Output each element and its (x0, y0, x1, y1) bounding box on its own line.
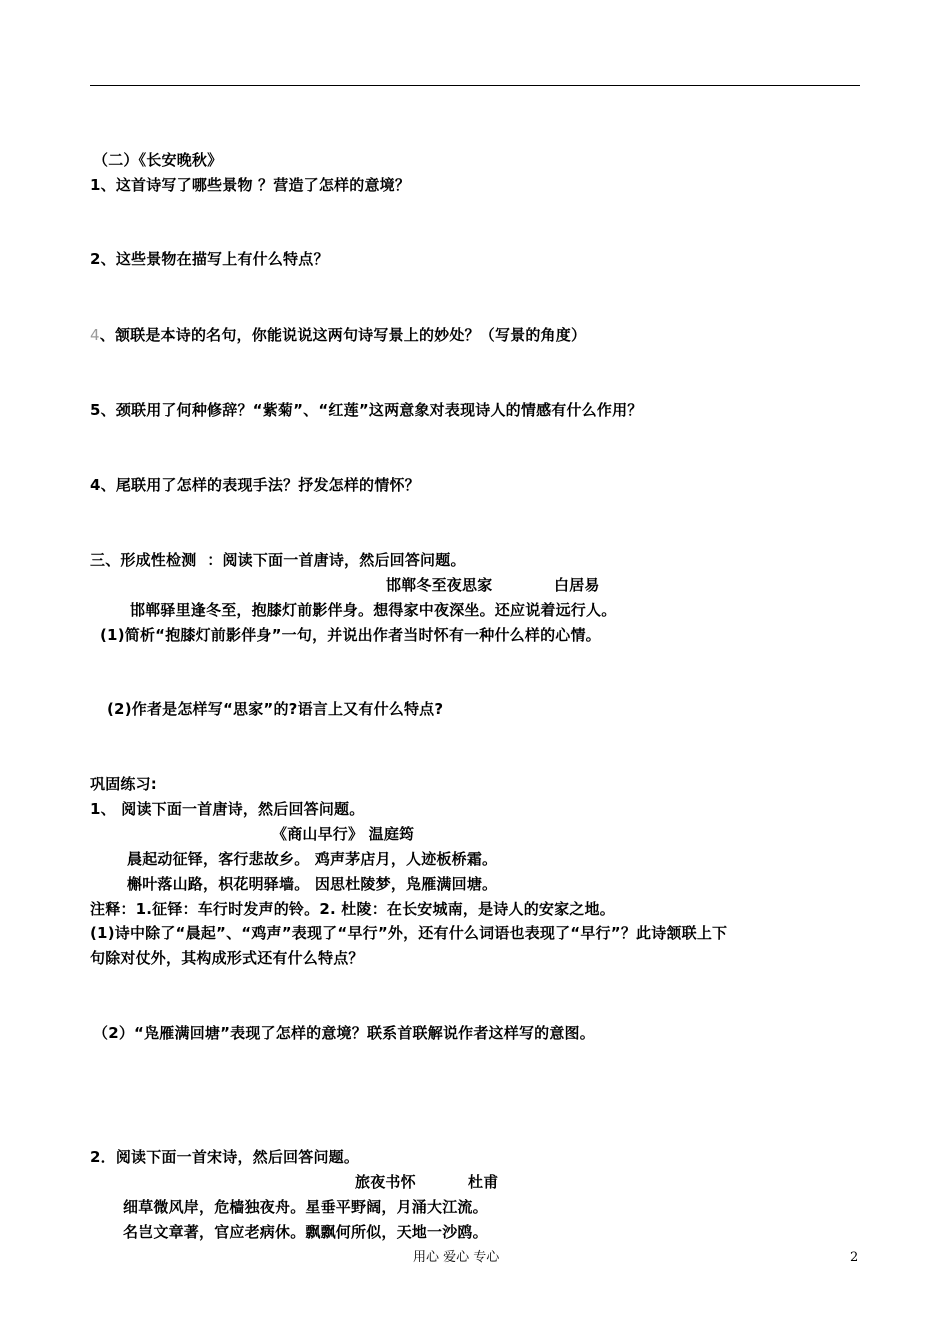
header-rule (90, 85, 860, 86)
annotation-note: 注释：1.征铎：车行时发声的铃。2. 杜陵：在长安城南，是诗人的安家之地。 (90, 900, 615, 918)
poem-text-handan: 邯郸驿里逢冬至，抱膝灯前影伴身。想得家中夜深坐。还应说着远行人。 (130, 601, 617, 619)
poem-title-lvye: 旅夜书怀 (355, 1173, 416, 1191)
section-heading-test: 三、形成性检测 ：阅读下面一首唐诗，然后回答问题。 (90, 551, 466, 569)
test-question-1: (1)简析“抱膝灯前影伴身”一句，并说出作者当时怀有一种什么样的心情。 (100, 626, 601, 644)
practice-1-question-1-line-1: (1)诗中除了“晨起”、“鸡声”表现了“早行”外，还有什么词语也表现了“早行”？此诗颔联上下 (90, 924, 728, 942)
poem-title-shangshan: 《商山早行》 温庭筠 (272, 825, 415, 843)
poem-title-handan: 邯郸冬至夜思家 (386, 576, 493, 594)
poem-line-2-lvye: 名岂文章著，官应老病休。飘飘何所似，天地一沙鸥。 (123, 1223, 488, 1241)
practice-1-question-1-line-2: 句除对仗外，其构成形式还有什么特点？ (90, 949, 364, 967)
poem-line-2-shangshan: 槲叶落山路，枳花明驿墙。 因思杜陵梦，凫雁满回塘。 (127, 875, 498, 893)
test-question-2: (2)作者是怎样写“思家”的?语言上又有什么特点? (107, 700, 444, 718)
question-4: 5、颈联用了何种修辞？“紫菊”、“红莲”这两意象对表现诗人的情感有什么作用？ (90, 401, 643, 419)
question-1: 1、这首诗写了哪些景物 ？营造了怎样的意境？ (90, 176, 411, 194)
poem-author-handan: 白居易 (554, 576, 600, 594)
question-3 (90, 325, 586, 345)
question-3-number: 4 (90, 326, 100, 344)
question-2: 2、这些景物在描写上有什么特点？ (90, 250, 329, 268)
footer-motto: 用心 爱心 专心 (413, 1250, 500, 1265)
question-5: 4、尾联用了怎样的表现手法？抒发怎样的情怀？ (90, 476, 420, 494)
practice-1-question-2: （2）“凫雁满回塘”表现了怎样的意境？联系首联解说作者这样写的意图。 (93, 1024, 595, 1042)
practice-2-intro: 2．阅读下面一首宋诗，然后回答问题。 (90, 1148, 360, 1166)
section-heading-changan: （二）《长安晚秋》 (93, 151, 223, 169)
page-number: 2 (850, 1250, 859, 1265)
poem-author-lvye: 杜甫 (468, 1173, 499, 1191)
poem-line-1-shangshan: 晨起动征铎，客行悲故乡。 鸡声茅店月，人迹板桥霜。 (127, 850, 498, 868)
practice-heading: 巩固练习: (90, 775, 157, 793)
question-3-text: 、颔联是本诗的名句，你能说说这两句诗写景上的妙处？（写景的角度） (99, 326, 587, 344)
poem-line-1-lvye: 细草微风岸，危樯独夜舟。星垂平野阔，月涌大江流。 (123, 1198, 488, 1216)
practice-1-intro: 1、 阅读下面一首唐诗，然后回答问题。 (90, 800, 365, 818)
